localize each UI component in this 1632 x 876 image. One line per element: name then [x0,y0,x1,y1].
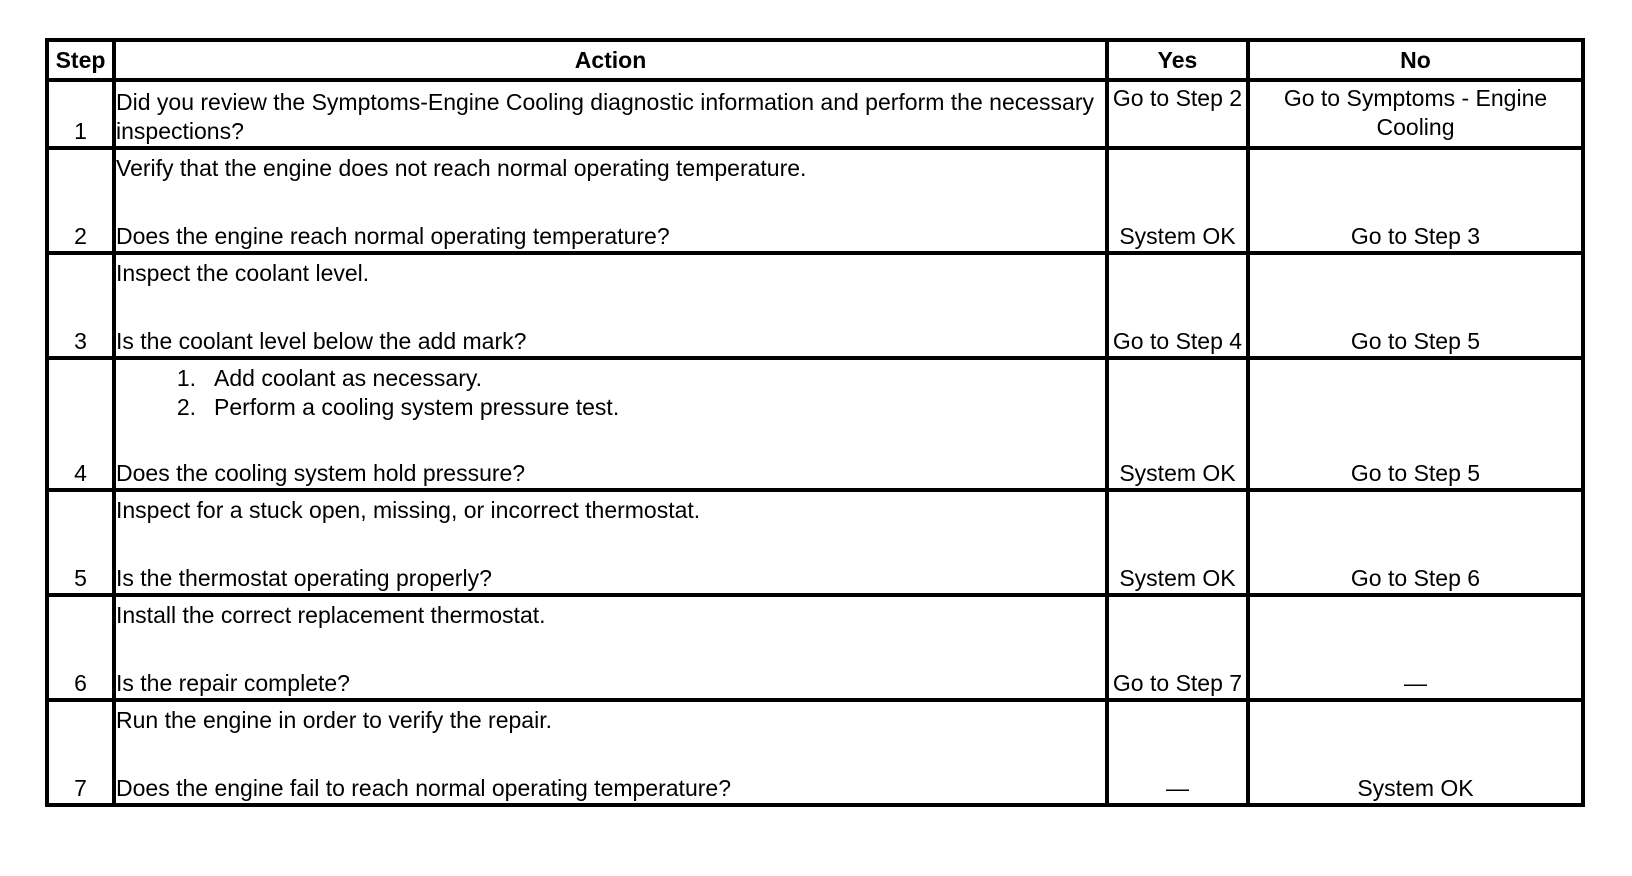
action-cell [114,490,1107,595]
table-row [47,700,1583,805]
yes-result: Go to Step 7 [1107,595,1248,700]
no-result: Go to Symptoms - Engine Cooling [1248,80,1583,148]
action-cell [114,595,1107,700]
substep-number: 2. [176,394,196,420]
action-cell [114,148,1107,253]
yes-result: System OK [1107,358,1248,490]
action-cell [114,700,1107,805]
yes-result: Go to Step 2 [1107,80,1248,148]
action-question: Is the thermostat operating properly? [116,565,492,591]
action-question: Does the cooling system hold pressure? [116,460,526,486]
no-result: Go to Step 6 [1248,490,1583,595]
action-text: Did you review the Symptoms-Engine Cooling diagnostic information and perform the necessary inspections? [114,80,1107,148]
header-step: Step [47,40,114,80]
step-number: 1 [47,80,114,148]
diagnostic-table [45,38,1585,807]
no-result: Go to Step 3 [1248,148,1583,253]
yes-result: System OK [1107,148,1248,253]
action-text: Install the correct replacement thermostat. [116,602,546,628]
yes-result: — [1107,700,1248,805]
action-cell [114,253,1107,358]
table-row [47,358,1583,490]
action-question: Does the engine reach normal operating temperature? [116,223,670,249]
action-text: Run the engine in order to verify the repair. [116,707,552,733]
yes-result: System OK [1107,490,1248,595]
substep-item [166,364,1105,393]
header-no: No [1248,40,1583,80]
no-result: Go to Step 5 [1248,358,1583,490]
yes-result: Go to Step 4 [1107,253,1248,358]
substep-item [166,393,1105,422]
step-number: 2 [47,148,114,253]
table-row [47,595,1583,700]
action-question: Is the repair complete? [116,670,350,696]
table-row [47,253,1583,358]
action-text: Inspect the coolant level. [116,260,370,286]
no-result: — [1248,595,1583,700]
step-number: 7 [47,700,114,805]
substep-text: Add coolant as necessary. [214,365,483,391]
step-number: 3 [47,253,114,358]
substep-number: 1. [176,365,196,391]
header-row [47,40,1583,80]
no-result: Go to Step 5 [1248,253,1583,358]
table-row [47,490,1583,595]
table-row [47,148,1583,253]
table-row [47,80,1583,148]
header-action: Action [114,40,1107,80]
step-number: 6 [47,595,114,700]
action-question: Does the engine fail to reach normal operating temperature? [116,775,731,801]
step-number: 5 [47,490,114,595]
no-result: System OK [1248,700,1583,805]
substep-list [116,364,1105,422]
step-number: 4 [47,358,114,490]
action-text: Verify that the engine does not reach normal operating temperature. [116,155,807,181]
action-text: Inspect for a stuck open, missing, or incorrect thermostat. [116,497,701,523]
action-question: Is the coolant level below the add mark? [116,328,527,354]
header-yes: Yes [1107,40,1248,80]
substep-text: Perform a cooling system pressure test. [214,394,620,420]
action-cell [114,358,1107,490]
